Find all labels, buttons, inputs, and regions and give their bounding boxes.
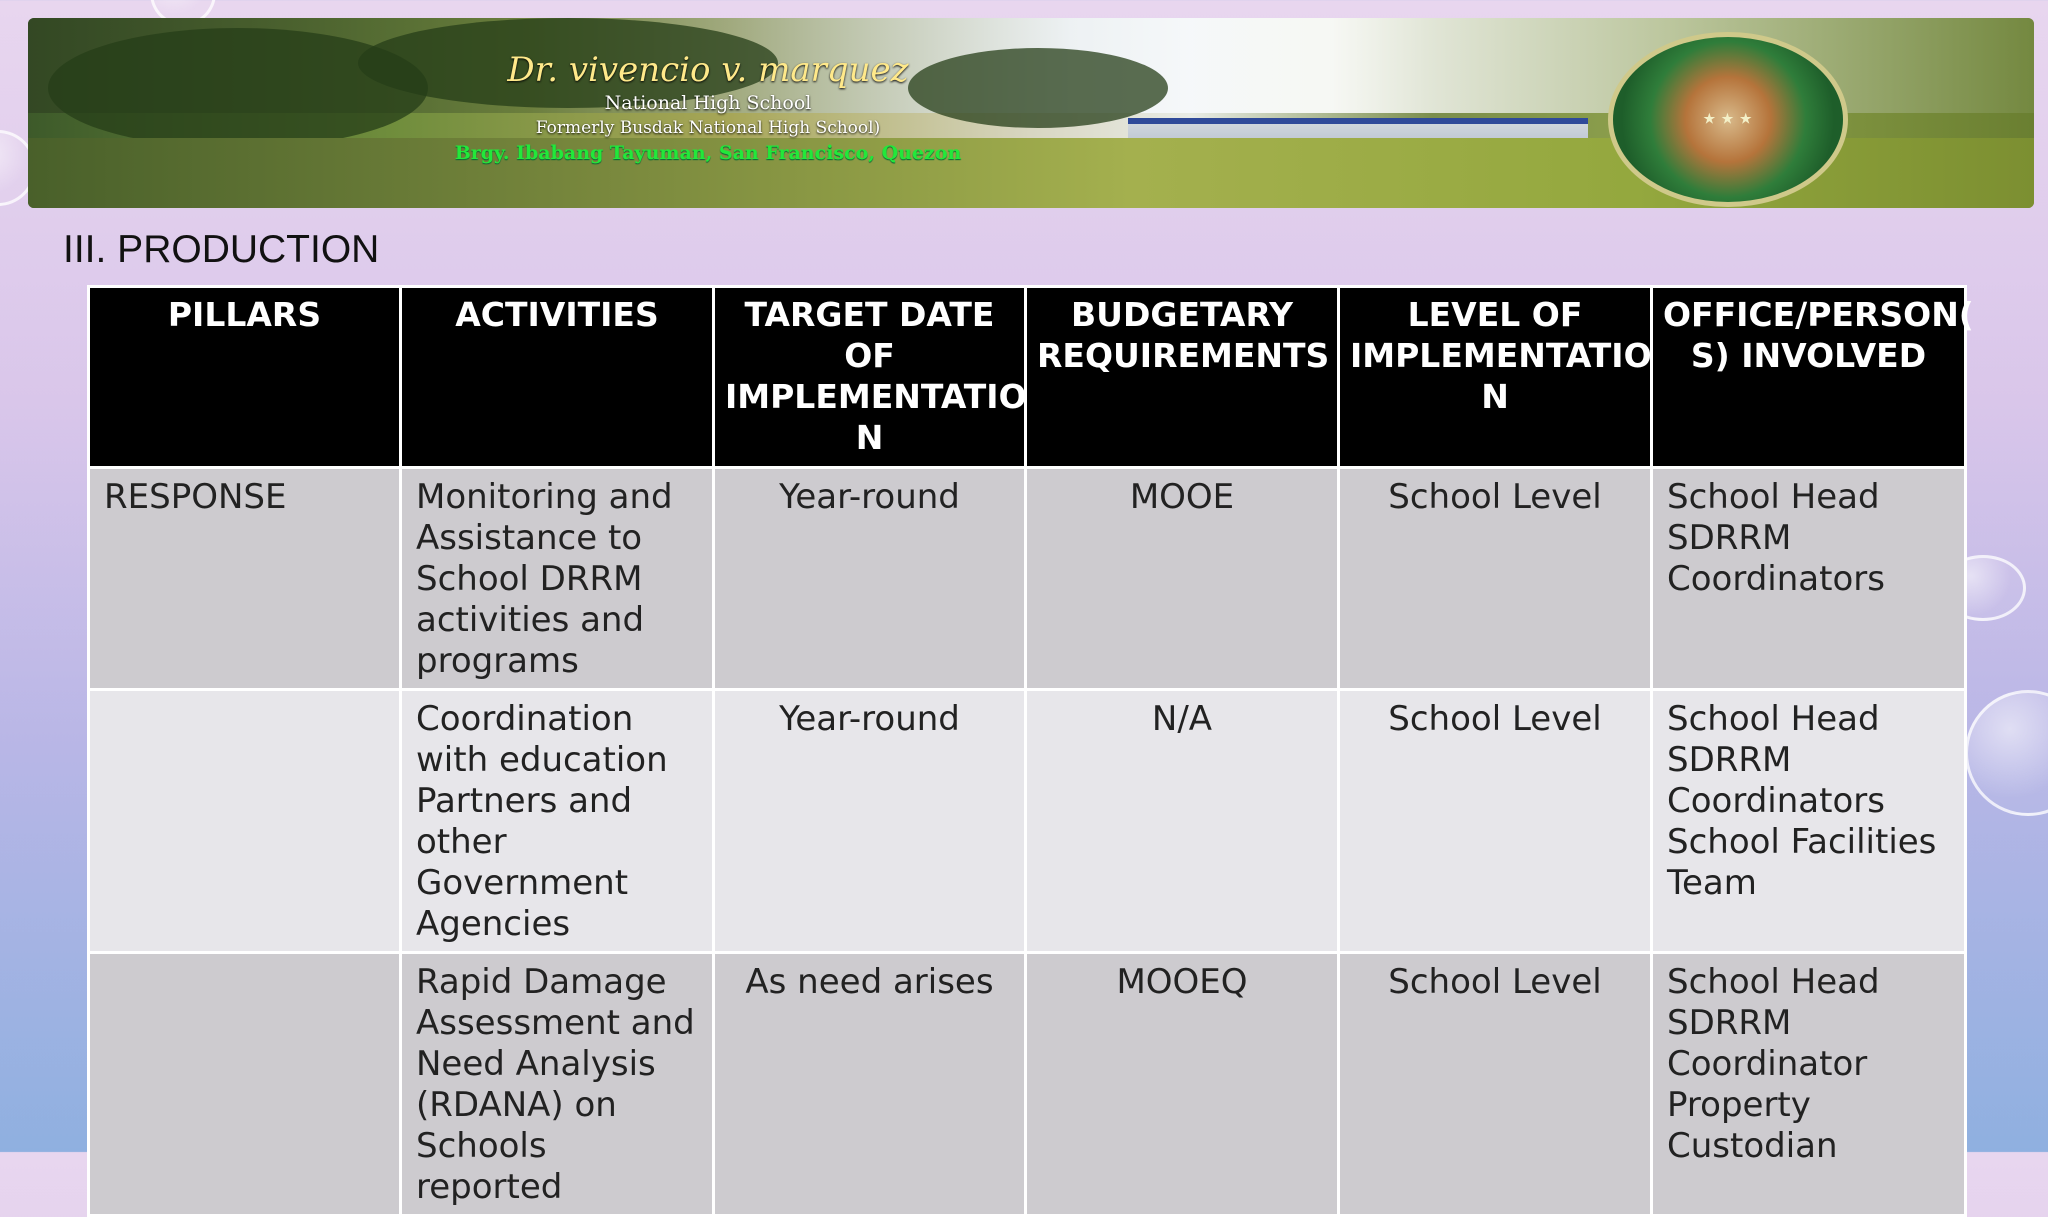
school-banner: [28, 18, 2034, 208]
header-activities: ACTIVITIES: [401, 287, 714, 468]
cell-pillar: RESPONSE: [89, 468, 401, 690]
header-pillars: PILLARS: [89, 287, 401, 468]
cell-pillar: [89, 953, 401, 1216]
school-former-name: Formerly Busdak National High School): [535, 118, 881, 138]
table-header-row: [89, 287, 1966, 468]
table-row: [89, 468, 1966, 690]
cell-activity: Rapid Damage Assessment and Need Analysis (RDANA) on Schools reported: [401, 953, 714, 1216]
cell-office: School Head SDRRM Coordinators: [1652, 468, 1966, 690]
cell-pillar: [89, 690, 401, 953]
seal-text: ★ ★ ★: [1703, 112, 1753, 127]
cell-budget: N/A: [1026, 690, 1339, 953]
cell-budget: MOOEQ: [1026, 953, 1339, 1216]
cell-level: School Level: [1339, 953, 1652, 1216]
header-level: LEVEL OF IMPLEMENTATIO N: [1339, 287, 1652, 468]
cell-budget: MOOE: [1026, 468, 1339, 690]
bubble-decoration: [1965, 690, 2048, 816]
cell-office: School Head SDRRM Coordinator Property Custodian: [1652, 953, 1966, 1216]
school-subtitle: National High School: [604, 92, 812, 114]
school-seal-icon: [1608, 32, 1848, 207]
table-row: [89, 953, 1966, 1216]
header-office: OFFICE/PERSON( S) INVOLVED: [1652, 287, 1966, 468]
cell-activity: Coordination with education Partners and other Government Agencies: [401, 690, 714, 953]
cell-office: School Head SDRRM Coordinators School Facilities Team: [1652, 690, 1966, 953]
cell-target-date: As need arises: [714, 953, 1026, 1216]
production-plan-table: [87, 285, 1974, 1217]
cell-target-date: Year-round: [714, 690, 1026, 953]
cell-level: School Level: [1339, 690, 1652, 953]
school-name: Dr. vivencio v. marquez: [507, 50, 909, 90]
school-address: Brgy. Ibabang Tayuman, San Francisco, Quezon: [454, 142, 962, 164]
cell-target-date: Year-round: [714, 468, 1026, 690]
table-row: [89, 690, 1966, 953]
school-info: [408, 50, 1008, 166]
header-budgetary: BUDGETARY REQUIREMENTS: [1026, 287, 1339, 468]
section-title: III. PRODUCTION: [63, 228, 380, 271]
cell-activity: Monitoring and Assistance to School DRRM activities and programs: [401, 468, 714, 690]
header-target-date: TARGET DATE OF IMPLEMENTATIO N: [714, 287, 1026, 468]
cell-level: School Level: [1339, 468, 1652, 690]
